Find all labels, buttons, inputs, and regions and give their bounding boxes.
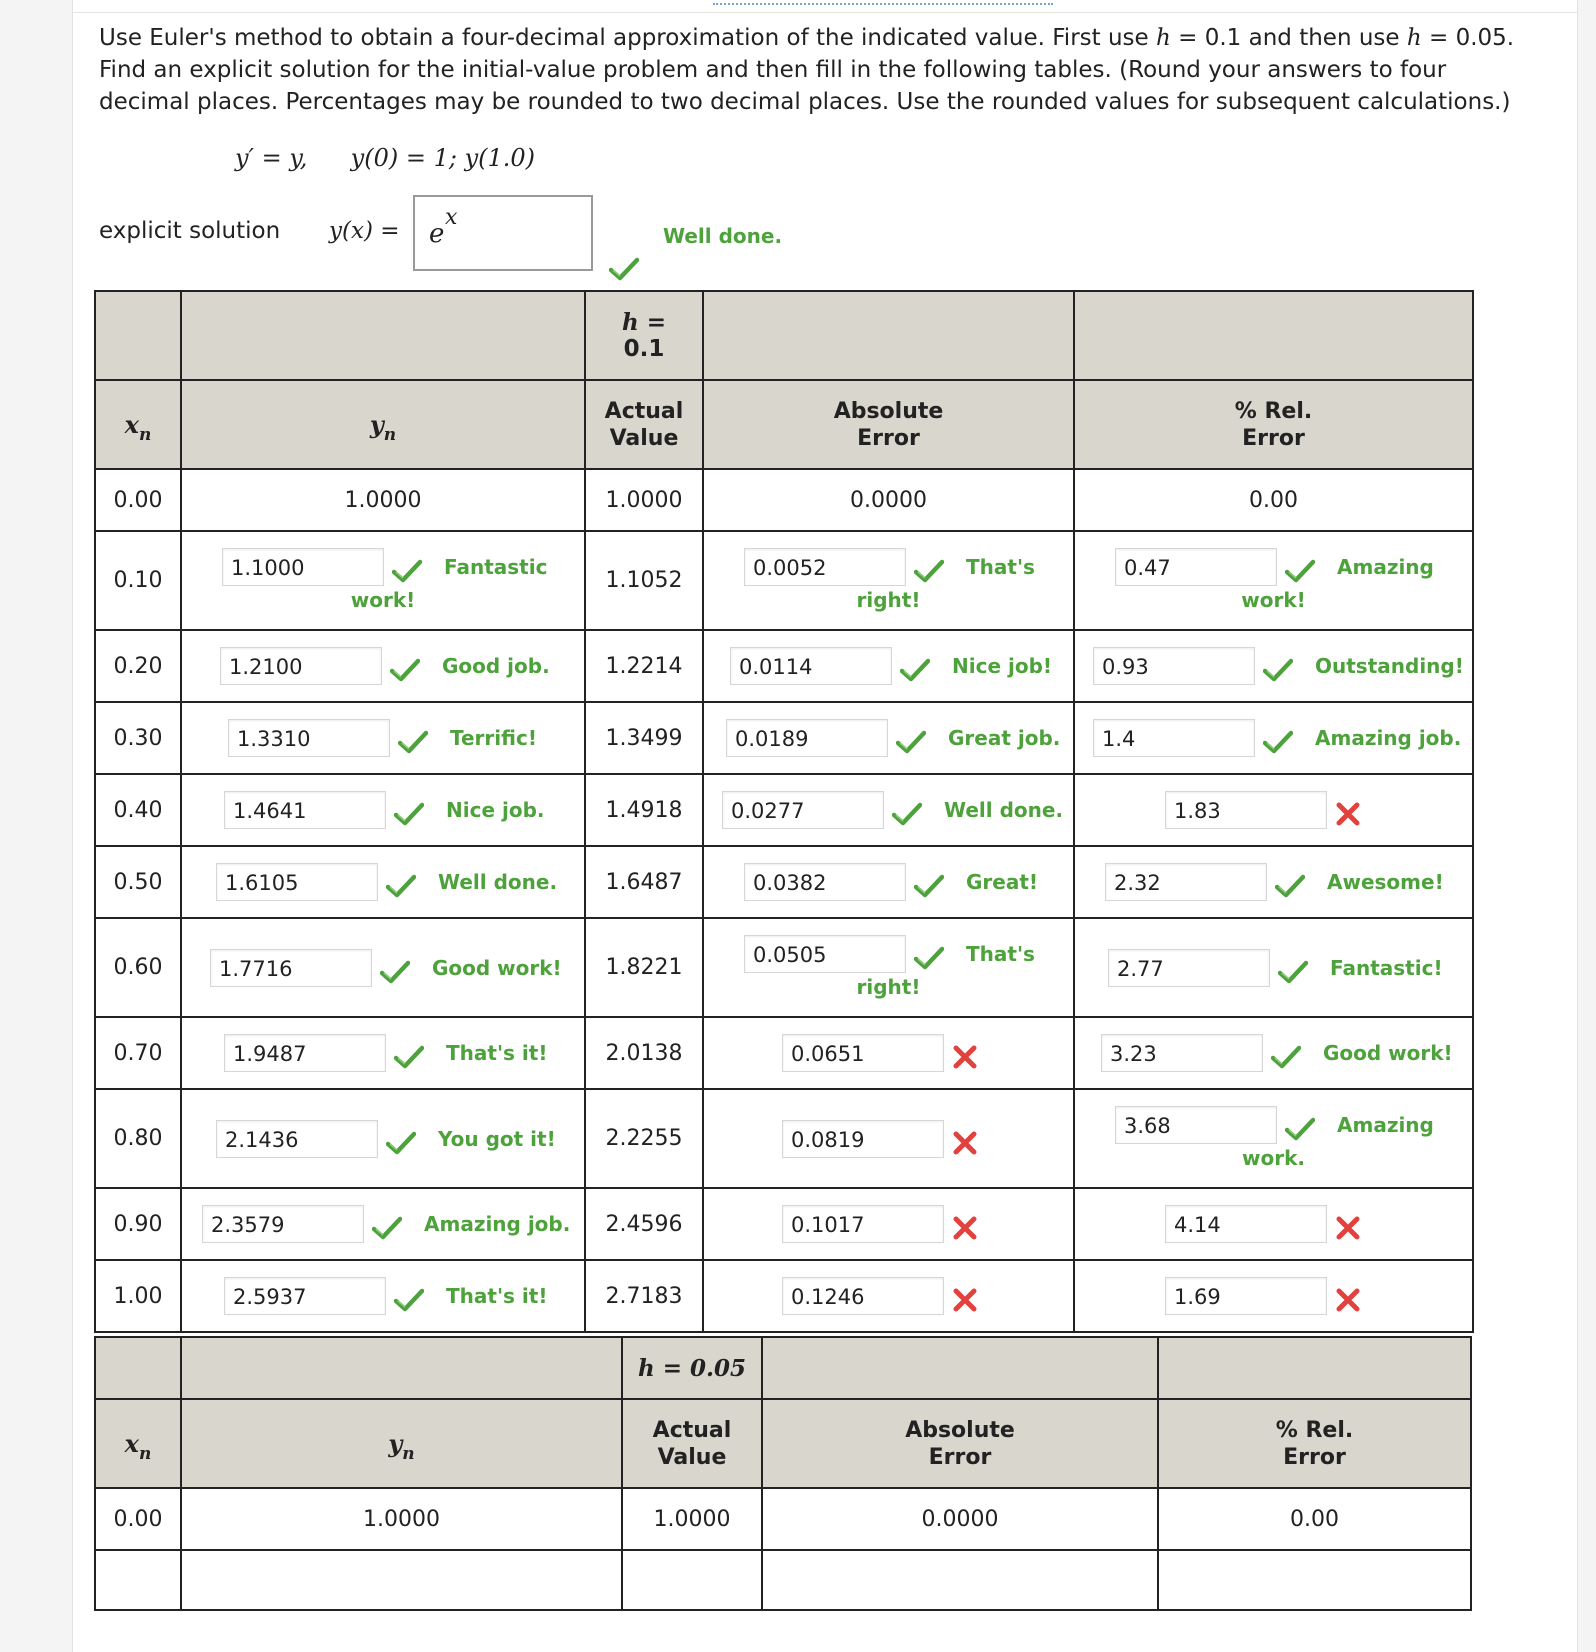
table-column-header-row — [95, 1399, 1471, 1488]
feedback-text: Good job. — [442, 654, 550, 678]
checkmark-icon — [1275, 873, 1305, 899]
answer-input[interactable]: 0.0651 — [782, 1034, 944, 1072]
relative-error-cell — [1074, 1017, 1473, 1089]
table-row — [95, 1089, 1473, 1188]
xn-header: $x_n$ — [95, 380, 181, 469]
xn-cell: 0.50 — [95, 846, 181, 918]
xn-cell: 0.10 — [95, 531, 181, 630]
relative-error-cell: 0.00 — [1074, 469, 1473, 531]
header-cell — [181, 291, 585, 380]
h-symbol: h — [1156, 25, 1171, 51]
answer-input[interactable]: 2.3579 — [202, 1205, 364, 1243]
actual-value-cell: 1.0000 — [622, 1488, 762, 1550]
cross-icon — [952, 1215, 978, 1241]
header-cell — [1158, 1337, 1471, 1399]
feedback-text: Well done. — [663, 224, 783, 248]
yn-header: $y_n$ — [181, 380, 585, 469]
answer-input[interactable]: 0.1017 — [782, 1205, 944, 1243]
answer-input[interactable]: 0.0505 — [744, 935, 906, 973]
xn-cell: 1.00 — [95, 1260, 181, 1332]
yn-cell — [181, 1017, 585, 1089]
checkmark-icon — [1271, 1044, 1301, 1070]
checkmark-icon — [900, 657, 930, 683]
checkmark-icon — [914, 873, 944, 899]
relative-error-cell — [1074, 1089, 1473, 1188]
h-value: 0.1 — [623, 335, 665, 362]
answer-input[interactable]: 1.6105 — [216, 863, 378, 901]
feedback-text: That's it! — [446, 1041, 548, 1065]
answer-input[interactable]: 0.47 — [1115, 548, 1277, 586]
relative-error-cell — [1074, 846, 1473, 918]
relative-error-header: % Rel. Error — [1074, 380, 1473, 469]
relative-error-cell: 0.00 — [1158, 1488, 1471, 1550]
yn-cell — [181, 1260, 585, 1332]
absolute-error-cell — [703, 630, 1074, 702]
cross-icon — [1335, 1287, 1361, 1313]
explicit-solution-lhs: y(x) = — [329, 218, 400, 244]
answer-input[interactable]: 2.32 — [1105, 863, 1267, 901]
feedback-text: right! — [856, 588, 921, 612]
table-row — [95, 918, 1473, 1017]
header-cell — [1074, 291, 1473, 380]
table-row — [95, 1188, 1473, 1260]
answer-input[interactable]: 1.83 — [1165, 791, 1327, 829]
table-row — [95, 1260, 1473, 1332]
actual-value-header: Actual Value — [622, 1399, 762, 1488]
checkmark-icon — [394, 801, 424, 827]
relative-error-cell — [1074, 531, 1473, 630]
table-row — [95, 702, 1473, 774]
table-row — [95, 469, 1473, 531]
checkmark-icon — [372, 1215, 402, 1241]
table-column-header-row — [95, 380, 1473, 469]
cross-icon — [1335, 801, 1361, 827]
actual-value-cell: 1.6487 — [585, 846, 703, 918]
header-cell — [181, 1337, 622, 1399]
absolute-error-cell: 0.0000 — [703, 469, 1074, 531]
checkmark-icon — [1263, 729, 1293, 755]
checkmark-icon — [896, 729, 926, 755]
checkmark-icon — [386, 1130, 416, 1156]
feedback-text: Fantastic — [444, 555, 548, 579]
answer-input[interactable]: 0.0114 — [730, 647, 892, 685]
feedback-text: That's — [966, 942, 1035, 966]
feedback-text: work! — [1241, 588, 1306, 612]
empty-cell — [762, 1550, 1158, 1610]
absolute-error-cell: 0.0000 — [762, 1488, 1158, 1550]
yn-cell — [181, 1188, 585, 1260]
feedback-text: Good work! — [432, 955, 562, 980]
feedback-text: Great job. — [948, 726, 1061, 750]
feedback-text: Well done. — [944, 798, 1064, 822]
absolute-error-cell — [703, 1188, 1074, 1260]
header-cell — [762, 1337, 1158, 1399]
table-row — [95, 531, 1473, 630]
h-label: h = — [621, 308, 666, 336]
feedback-text: Well done. — [438, 870, 558, 894]
feedback-text: Great! — [966, 870, 1039, 894]
answer-input[interactable]: 2.5937 — [224, 1277, 386, 1315]
feedback-text: Fantastic! — [1330, 955, 1443, 980]
header-cell — [703, 291, 1074, 380]
actual-value-cell: 1.4918 — [585, 774, 703, 846]
feedback-text: Terrific! — [450, 726, 537, 750]
absolute-error-cell — [703, 531, 1074, 630]
answer-input[interactable]: 1.2100 — [220, 647, 382, 685]
relative-error-cell — [1074, 702, 1473, 774]
answer-input[interactable]: 1.1000 — [222, 548, 384, 586]
cross-icon — [952, 1044, 978, 1070]
answer-input[interactable]: 2.77 — [1108, 949, 1270, 987]
empty-cell — [1158, 1550, 1471, 1610]
absolute-error-cell — [703, 1260, 1074, 1332]
answer-exponent: x — [445, 205, 458, 230]
answer-base: e — [429, 219, 445, 249]
absolute-error-header: Absolute Error — [762, 1399, 1158, 1488]
xn-cell: 0.00 — [95, 469, 181, 531]
absolute-error-cell — [703, 702, 1074, 774]
xn-cell: 0.20 — [95, 630, 181, 702]
initial-condition-text: y(0) = 1; y(1.0) — [350, 144, 536, 172]
yn-cell — [181, 774, 585, 846]
xn-cell: 0.70 — [95, 1017, 181, 1089]
explicit-solution-label: explicit solution — [99, 218, 281, 244]
answer-input[interactable]: 0.1246 — [782, 1277, 944, 1315]
table-row — [95, 1017, 1473, 1089]
checkmark-icon — [380, 959, 410, 985]
absolute-error-cell — [703, 846, 1074, 918]
answer-input[interactable]: 1.69 — [1165, 1277, 1327, 1315]
yn-cell — [181, 531, 585, 630]
feedback-text: work. — [1242, 1146, 1305, 1170]
feedback-text: That's — [966, 555, 1035, 579]
actual-value-cell: 1.2214 — [585, 630, 703, 702]
table-header-row — [95, 1337, 1471, 1399]
feedback-text: Amazing job. — [1315, 726, 1462, 750]
xn-cell: 0.60 — [95, 918, 181, 1017]
answer-input[interactable]: 0.0277 — [722, 791, 884, 829]
checkmark-icon — [914, 945, 944, 971]
question-prompt — [99, 22, 1559, 118]
absolute-error-header: Absolute Error — [703, 380, 1074, 469]
feedback-text: Awesome! — [1327, 870, 1444, 894]
checkmark-icon — [1285, 1116, 1315, 1142]
checkmark-icon — [1285, 558, 1315, 584]
actual-value-cell: 2.4596 — [585, 1188, 703, 1260]
feedback-text: work! — [350, 588, 416, 612]
relative-error-cell — [1074, 1188, 1473, 1260]
yn-cell — [181, 1089, 585, 1188]
relative-error-header: % Rel. Error — [1158, 1399, 1471, 1488]
yn-cell — [181, 846, 585, 918]
h-symbol: h — [1406, 25, 1422, 51]
euler-table-h-0-05 — [94, 1336, 1472, 1611]
actual-value-cell: 1.8221 — [585, 918, 703, 1017]
ivp-equation — [235, 144, 535, 172]
xn-header: $x_n$ — [95, 1399, 181, 1488]
actual-value-cell: 2.0138 — [585, 1017, 703, 1089]
xn-cell: 0.80 — [95, 1089, 181, 1188]
feedback-text: That's it! — [446, 1284, 548, 1308]
euler-table-h-0-1 — [94, 290, 1474, 1333]
prompt-text: Use Euler's method to obtain a four-decimal approximation of the indicated value. First use — [99, 25, 1156, 51]
table-row — [95, 846, 1473, 918]
actual-value-cell: 1.1052 — [585, 531, 703, 630]
yn-cell: 1.0000 — [181, 469, 585, 531]
empty-cell — [95, 1550, 181, 1610]
table-row — [95, 774, 1473, 846]
header-cell — [95, 1337, 181, 1399]
answer-input[interactable]: 1.4641 — [224, 791, 386, 829]
feedback-text: Nice job! — [952, 654, 1053, 678]
xn-cell: 0.30 — [95, 702, 181, 774]
yn-cell — [181, 918, 585, 1017]
answer-input[interactable]: 3.68 — [1115, 1106, 1277, 1144]
focus-indicator — [713, 0, 1053, 5]
feedback-text: Amazing job. — [424, 1212, 571, 1236]
feedback-text: Amazing — [1337, 555, 1434, 579]
actual-value-cell: 1.0000 — [585, 469, 703, 531]
answer-input[interactable]: 4.14 — [1165, 1205, 1327, 1243]
answer-input[interactable]: 3.23 — [1101, 1034, 1263, 1072]
table-row — [95, 1488, 1471, 1550]
absolute-error-cell — [703, 1017, 1074, 1089]
actual-value-cell: 2.2255 — [585, 1089, 703, 1188]
relative-error-cell — [1074, 1260, 1473, 1332]
empty-cell — [181, 1550, 622, 1610]
top-bar — [73, 0, 1577, 13]
checkmark-icon — [1278, 959, 1308, 985]
answer-input[interactable]: 0.0382 — [744, 863, 906, 901]
checkmark-icon — [914, 558, 944, 584]
actual-value-cell: 1.3499 — [585, 702, 703, 774]
answer-input[interactable]: 0.0189 — [726, 719, 888, 757]
answer-input[interactable]: 0.93 — [1093, 647, 1255, 685]
yn-cell — [181, 630, 585, 702]
checkmark-icon — [392, 558, 422, 584]
header-cell — [95, 291, 181, 380]
checkmark-icon — [398, 729, 428, 755]
relative-error-cell — [1074, 630, 1473, 702]
actual-value-header: Actual Value — [585, 380, 703, 469]
table-header-row — [95, 291, 1473, 380]
yn-header: $y_n$ — [181, 1399, 622, 1488]
prompt-text: decimal places. Percentages may be rounded to two decimal places. Use the rounded values for subsequent calculations.) — [99, 89, 1511, 115]
prompt-text: = 0.1 and then use — [1170, 25, 1407, 51]
answer-input[interactable]: 0.0819 — [782, 1120, 944, 1158]
checkmark-icon — [892, 801, 922, 827]
feedback-text: Good work! — [1323, 1041, 1453, 1065]
checkmark-icon — [609, 256, 639, 286]
checkmark-icon — [1263, 657, 1293, 683]
checkmark-icon — [394, 1044, 424, 1070]
relative-error-cell — [1074, 774, 1473, 846]
feedback-text: right! — [856, 975, 921, 999]
answer-input[interactable]: 1.7716 — [210, 949, 372, 987]
absolute-error-cell — [703, 1089, 1074, 1188]
prompt-text: = 0.05. — [1421, 25, 1515, 51]
feedback-text: Nice job. — [446, 798, 545, 822]
ode-text: y′ = y, — [235, 144, 308, 172]
xn-cell: 0.40 — [95, 774, 181, 846]
checkmark-icon — [386, 873, 416, 899]
h-value-header — [585, 291, 703, 380]
checkmark-icon — [394, 1287, 424, 1313]
yn-cell: 1.0000 — [181, 1488, 622, 1550]
answer-input[interactable]: 0.0052 — [744, 548, 906, 586]
answer-input[interactable]: 1.9487 — [224, 1034, 386, 1072]
xn-cell: 0.90 — [95, 1188, 181, 1260]
yn-cell — [181, 702, 585, 774]
absolute-error-cell — [703, 918, 1074, 1017]
relative-error-cell — [1074, 918, 1473, 1017]
feedback-text: You got it! — [438, 1126, 556, 1151]
feedback-text: Outstanding! — [1315, 654, 1464, 678]
answer-input[interactable]: 1.3310 — [228, 719, 390, 757]
prompt-text: Find an explicit solution for the initial-value problem and then fill in the following tables. (Round your answers to four — [99, 57, 1447, 83]
feedback-text: Amazing — [1337, 1113, 1434, 1137]
answer-input[interactable]: 2.1436 — [216, 1120, 378, 1158]
h-value-header: h = 0.05 — [622, 1337, 762, 1399]
absolute-error-cell — [703, 774, 1074, 846]
table-row — [95, 630, 1473, 702]
cross-icon — [952, 1130, 978, 1156]
cross-icon — [1335, 1215, 1361, 1241]
cross-icon — [952, 1287, 978, 1313]
checkmark-icon — [390, 657, 420, 683]
table-row — [95, 1550, 1471, 1610]
explicit-solution-input[interactable] — [413, 195, 593, 271]
answer-input[interactable]: 1.4 — [1093, 719, 1255, 757]
actual-value-cell: 2.7183 — [585, 1260, 703, 1332]
xn-cell: 0.00 — [95, 1488, 181, 1550]
empty-cell — [622, 1550, 762, 1610]
